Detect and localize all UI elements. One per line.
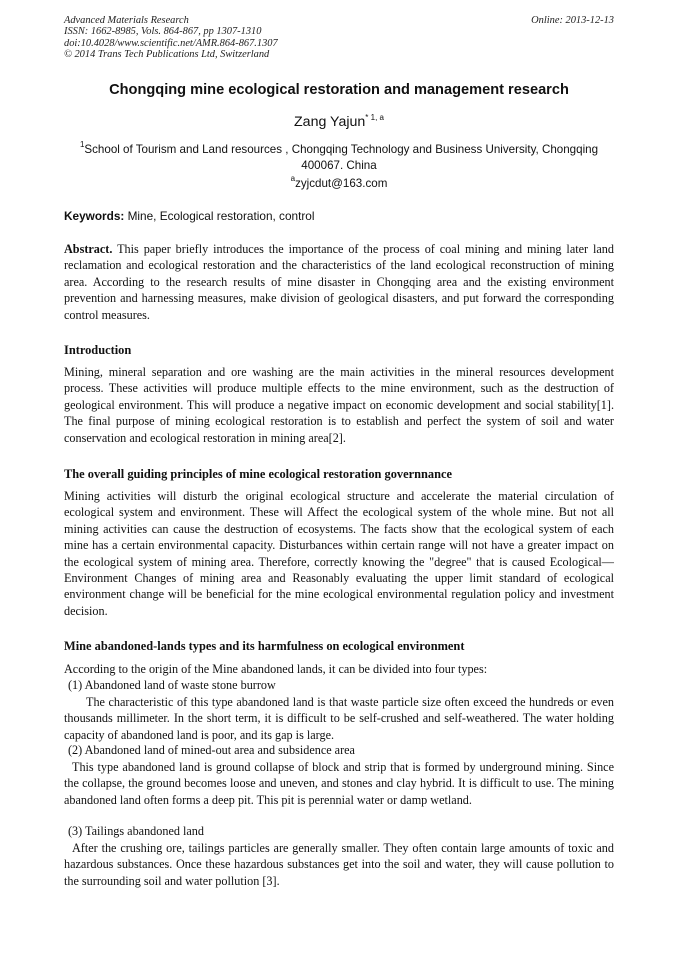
email-address: zyjcdut@163.com	[295, 177, 388, 190]
affiliation-mark: 1	[79, 140, 85, 149]
abstract-label: Abstract.	[64, 242, 113, 256]
paper-title: Chongqing mine ecological restoration and management research	[109, 82, 569, 98]
journal-name: Advanced Materials Research	[64, 15, 189, 26]
type2-title: (2) Abandoned land of mined-out area and subsidence area	[68, 743, 355, 757]
affiliation-text: School of Tourism and Land resources , Chongqing Technology and Business University, Chongqing 400067. China	[84, 143, 599, 172]
type1-title: (1) Abandoned land of waste stone burrow	[68, 678, 276, 692]
intro-text: Mining, mineral separation and ore washing are the main activities in the mineral resources development process. These activities will produce multiple effects to the mine environment, such as the destruction of geological environment. This will produce a negative impact on economic development and social stability[1]. The final purpose of mining ecological restoration is to establish and perfect the system of soil and water conservation and ecological restoration in mining area[2].	[64, 365, 614, 445]
author-marks: * 1, a	[365, 113, 384, 122]
type2-text: This type abandoned land is ground collapse of block and strip that is formed by underground mining. Since the collapse, the ground becomes loose and uneven, and stones and clay hybrid. It is difficult to use. The mining abandoned land often forms a deep pit. This pit is perennial water or damp wetland.	[64, 760, 614, 807]
issn-line: ISSN: 1662-8985, Vols. 864-867, pp 1307-1310	[64, 26, 262, 38]
types-heading: Mine abandoned-lands types and its harmfulness on ecological environment	[64, 639, 465, 653]
email-line	[0, 174, 678, 190]
keywords	[64, 209, 314, 223]
keywords-label: Keywords:	[64, 209, 125, 223]
author-name: Zang Yajun	[294, 114, 366, 130]
copyright-line: © 2014 Trans Tech Publications Ltd, Switzerland	[64, 49, 270, 61]
abstract	[64, 241, 614, 323]
type3-text: After the crushing ore, tailings particles are generally smaller. They often contain large amounts of toxic and hazardous substances. Once these hazardous substances get into the soil and water, they will cause pollution to the surrounding soil and water pollution [3].	[64, 841, 614, 888]
type1-text: The characteristic of this type abandoned land is that waste particle size often exceed the hundreds or even thousands millimeter. In the short term, it is difficult to be self-crushed and self-weathered. The water holding capacity of abandoned land is poor, and its gap is large.	[64, 695, 614, 742]
types-intro: According to the origin of the Mine abandoned lands, it can be divided into four types:	[64, 662, 488, 676]
principles-text: Mining activities will disturb the original ecological structure and accelerate the material circulation of ecological system and environment. These will Affect the ecological system of the whole mine. But not all mining activities can cause the destruction of ecosystems. The facts show that the ecological system of each mine has a certain environmental capacity. Disturbances within certain range will not have a greater impact on the ecological system of mining area. Therefore, correctly knowing the "degree" that is caused Ecological—Environment Changes of mining area and Reasonably evaluating the upper limit standard of ecological environment change will be beneficial for the mine ecological environmental regulation policy and investment decision.	[64, 489, 614, 618]
affiliation	[64, 137, 614, 174]
journal-header	[64, 15, 278, 61]
online-date: Online: 2013-12-13	[531, 15, 614, 26]
email-mark: a	[290, 174, 296, 183]
author-line	[0, 113, 678, 130]
doi-line: doi:10.4028/www.scientific.net/AMR.864-867.1307	[64, 37, 278, 49]
abstract-text: This paper briefly introduces the importance of the process of coal mining and mining later land reclamation and ecological restoration and the characteristics of the land ecological reconstruction of mining area. According to the research results of mine disaster in Chongqing area and the existing environment prevention and harnessing measures, make division of geological disasters, and put forward the corresponding control measures.	[64, 242, 614, 322]
keywords-text: Mine, Ecological restoration, control	[124, 209, 315, 223]
type3-title: (3) Tailings abandoned land	[68, 824, 204, 838]
intro-heading: Introduction	[64, 343, 132, 357]
principles-heading: The overall guiding principles of mine ecological restoration governnance	[64, 467, 452, 481]
